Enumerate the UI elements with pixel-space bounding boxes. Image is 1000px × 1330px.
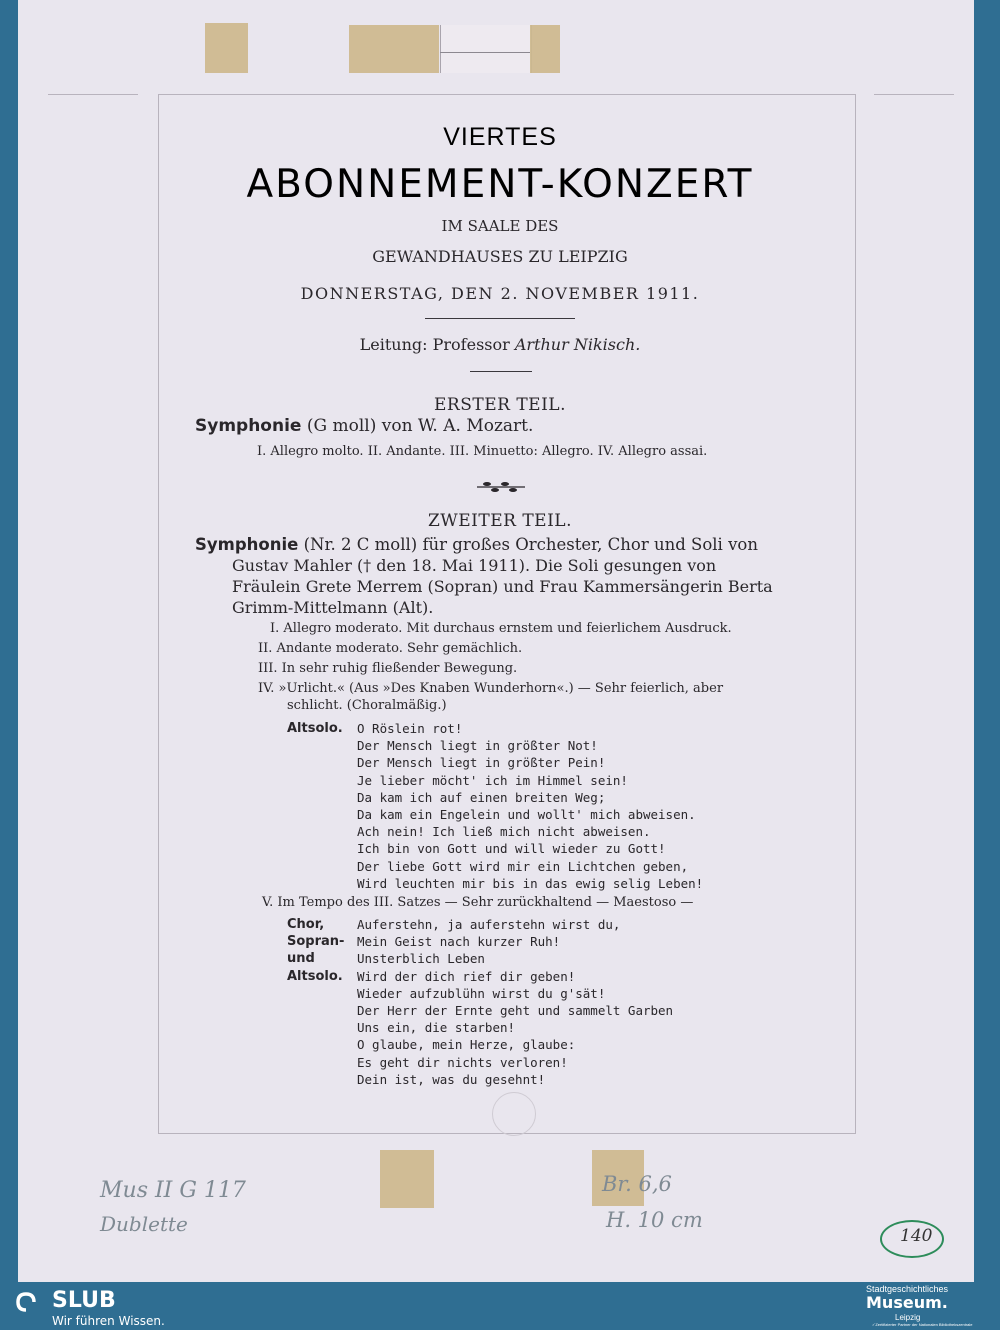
mahler-movement-4b: schlicht. (Choralmäßig.) <box>287 698 447 713</box>
erster-symphonie-line <box>195 416 533 436</box>
tape-top-right <box>530 25 560 73</box>
museum-name[interactable]: Museum. <box>866 1293 948 1312</box>
chor-label: Chor, Sopran- und Altsolo. <box>287 917 345 984</box>
museum-city: Leipzig <box>895 1313 921 1322</box>
concert-date: DONNERSTAG, DEN 2. NOVEMBER 1911. <box>300 284 700 303</box>
zweiter-teil-heading: ZWEITER TEIL. <box>427 511 573 531</box>
venue-line-2: GEWANDHAUSES ZU LEIPZIG <box>372 247 628 266</box>
tape-bottom-left <box>380 1150 434 1208</box>
title-viertes: VIERTES <box>443 123 557 151</box>
divider-1 <box>425 318 575 319</box>
mahler-movement-4a: IV. »Urlicht.« (Aus »Des Knaben Wunderhorn«.) — Sehr feierlich, aber <box>258 681 724 696</box>
urlicht-text: O Röslein rot! Der Mensch liegt in größter Not! Der Mensch liegt in größter Pein! Je lieber möcht' ich im Himmel sein! Da kam ich auf einen breiten Weg; Da kam ein Engelein und wollt' mich abweisen. Ach nein! Ich ließ mich nicht abweisen. Ich bin von Gott und will wieder zu Gott! Der liebe Gott wird mir ein Lichtchen geben, Wird leuchten mir bis in das ewig selig Leben! <box>357 721 704 891</box>
mahler-desc-2: Gustav Mahler († den 18. Mai 1911). Die Soli gesungen von <box>232 556 717 575</box>
leitung-prefix: Leitung: Professor <box>359 335 510 354</box>
divider-2 <box>470 371 532 372</box>
museum-note: ✓Zertifizierter Partner der Nationalen Bibliothekszentrale <box>872 1322 973 1327</box>
mahler-movement-2: II. Andante moderato. Sehr gemächlich. <box>258 641 523 656</box>
mahler-movement-5: V. Im Tempo des III. Satzes — Sehr zurückhaltend — Maestoso — <box>262 895 694 910</box>
conductor-name: Arthur Nikisch. <box>514 335 641 354</box>
handwritten-dublette: Dublette <box>100 1212 188 1236</box>
erster-teil-heading: ERSTER TEIL. <box>434 395 566 415</box>
symphonie-label-2: Symphonie <box>195 535 299 554</box>
embossed-stamp-icon <box>492 1092 536 1136</box>
symphonie-label-1: Symphonie <box>195 416 302 436</box>
tape-line <box>440 52 530 53</box>
mozart-title: (G moll) von W. A. Mozart. <box>306 416 534 436</box>
mahler-desc-1: (Nr. 2 C moll) für großes Orchester, Chor und Soli von <box>303 535 758 554</box>
mahler-line-1 <box>195 535 758 554</box>
laurel-ornament-icon <box>475 478 527 492</box>
mahler-movement-3: III. In sehr ruhig fließender Bewegung. <box>258 661 518 676</box>
footer-bar <box>0 1282 1000 1330</box>
museum-small: Stadtgeschichtliches <box>866 1284 949 1294</box>
tape-top-left <box>205 23 248 73</box>
title-abonnement-konzert: ABONNEMENT-KONZERT <box>246 162 754 207</box>
leitung <box>0 335 1000 354</box>
handwritten-number: 140 <box>900 1226 933 1246</box>
tape-top-middle <box>349 25 439 73</box>
handwritten-width: Br. 6,6 <box>602 1172 672 1196</box>
handwritten-height: H. 10 cm <box>606 1208 703 1232</box>
frame-mark-left <box>48 94 138 95</box>
mozart-movements: I. Allegro molto. II. Andante. III. Minuetto: Allegro. IV. Allegro assai. <box>257 444 708 459</box>
slub-brand[interactable]: SLUB <box>52 1288 116 1313</box>
mahler-desc-3: Fräulein Grete Merrem (Sopran) und Frau Kammersängerin Berta <box>232 577 773 596</box>
slub-logo-icon[interactable] <box>14 1290 38 1314</box>
handwritten-shelfmark: Mus II G 117 <box>100 1178 246 1203</box>
mahler-desc-4: Grimm-Mittelmann (Alt). <box>232 598 434 617</box>
auferstehn-text: Auferstehn, ja auferstehn wirst du, Mein Geist nach kurzer Ruh! Unsterblich Leben Wird der dich rief dir geben! Wieder aufzublühn wirst du g'sät! Der Herr der Ernte geht und sammelt Garben Uns ein, die starben! O glaube, mein Herze, glaube: Es geht dir nichts verloren! Dein ist, was du gesehnt! <box>357 917 674 1087</box>
mahler-movement-1: I. Allegro moderato. Mit durchaus ernstem und feierlichem Ausdruck. <box>270 621 732 636</box>
venue-line-1: IM SAALE DES <box>441 217 559 235</box>
frame-mark-right <box>874 94 954 95</box>
slub-tagline: Wir führen Wissen. <box>52 1314 165 1328</box>
altsolo-label: Altsolo. <box>287 721 343 736</box>
tape-top-clear <box>440 25 532 73</box>
